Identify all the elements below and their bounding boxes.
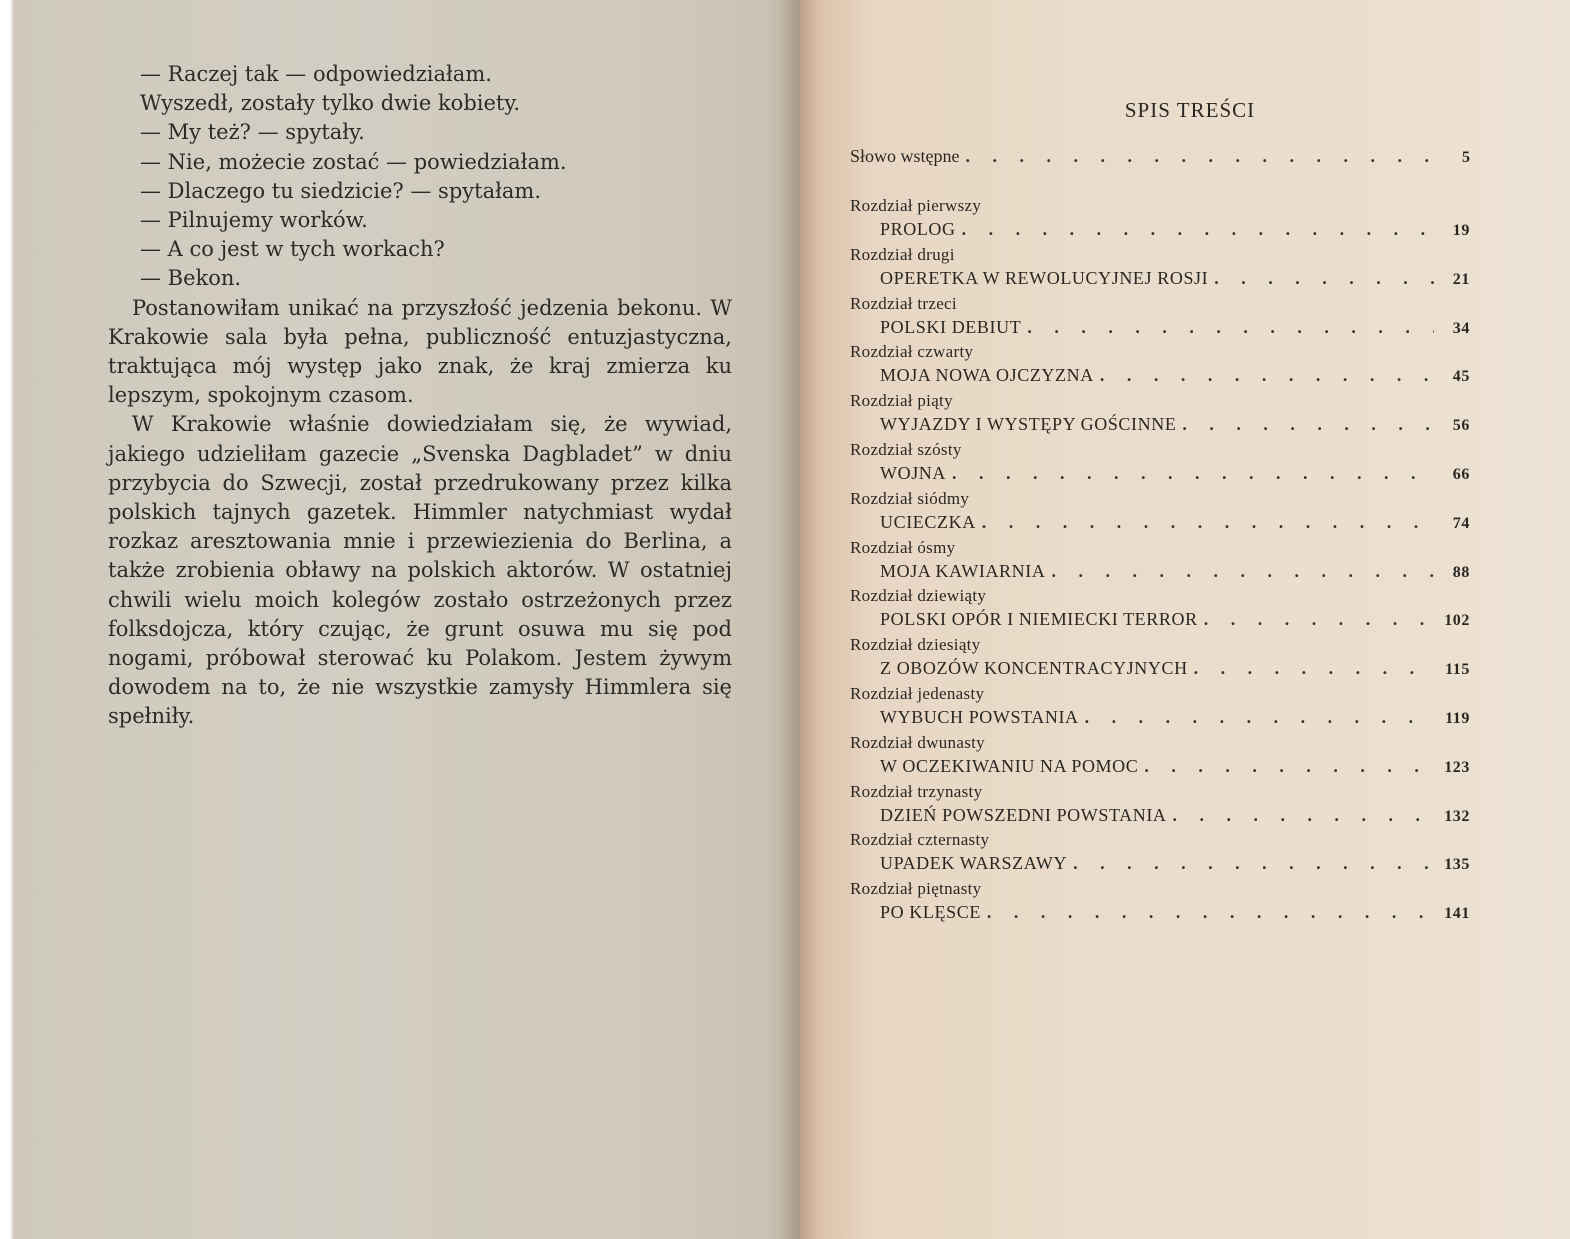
toc-chapter-label: Rozdział piąty xyxy=(850,391,953,411)
toc-page-number: 88 xyxy=(1452,563,1470,581)
toc-chapter-line xyxy=(850,705,1470,730)
toc-entry-title: PO KLĘSCE xyxy=(880,902,981,923)
toc-entry xyxy=(850,584,1470,633)
book-gutter xyxy=(780,0,820,1239)
toc-chapter-line xyxy=(850,803,1470,828)
toc-entry xyxy=(850,633,1470,682)
toc-page-number: 102 xyxy=(1444,612,1470,630)
toc-chapter-label: Rozdział piętnasty xyxy=(850,879,982,899)
dot-leader xyxy=(1085,705,1434,730)
dot-leader xyxy=(1173,803,1434,828)
toc-chapter-label: Rozdział pierwszy xyxy=(850,196,982,215)
toc-page-number: 115 xyxy=(1445,661,1470,679)
toc-page-number: 66 xyxy=(1452,465,1470,483)
toc-entry xyxy=(850,243,1470,292)
left-page-text xyxy=(108,60,732,732)
toc-entry xyxy=(850,780,1470,829)
dialogue-line: Wyszedł, zostały tylko dwie kobiety. xyxy=(140,91,521,116)
toc-title: SPIS TREŚCI xyxy=(1124,98,1256,122)
dot-leader xyxy=(1027,315,1434,340)
toc-chapter-line xyxy=(850,363,1470,388)
paragraph: W Krakowie właśnie dowiedziałam się, że wywiad, jakiego udzieliłam gazecie „Svenska Dagbladet” w dniu przybycia do Szwecji, został przedrukowany przez kilka polskich tajnych gazetek. Himmler natychmiast wydał rozkaz aresztowania mnie i przewiezienia do Berlina, a także zrobienia obławy na polskich aktorów. W ostatniej chwili wielu moich kolegów zostało ostrzeżonych przez folksdojcza, który czując, że grunt osuwa mu się pod nogami, próbował sterować ku Polakom. Jestem żywym dowodem na to, że nie wszystkie zamysły Himmlera się spełniły. xyxy=(108,412,732,729)
toc-entry-title: WYJAZDY I WYSTĘPY GOŚCINNE xyxy=(880,414,1177,435)
toc-chapter-list xyxy=(850,194,1470,926)
toc-chapter-line xyxy=(850,461,1470,486)
dot-leader xyxy=(962,217,1434,242)
toc-chapter-label: Rozdział dziesiąty xyxy=(850,635,981,655)
toc-entry xyxy=(850,292,1470,341)
toc-entry-title: UCIECZKA xyxy=(880,511,976,532)
dot-leader xyxy=(966,146,1435,167)
paragraph: Postanowiłam unikać na przyszłość jedzenia bekonu. W Krakowie sala była pełna, publiczność entuzjastyczna, traktująca mój występ jako znak, że kraj zmierza ku lepszym, spokojnym czasom. xyxy=(108,295,732,408)
toc-entry-title: MOJA KAWIARNIA xyxy=(880,560,1046,581)
toc-entry xyxy=(850,877,1470,926)
toc-page-number: 74 xyxy=(1452,514,1470,532)
dot-leader xyxy=(982,510,1434,535)
toc-chapter-label: Rozdział drugi xyxy=(850,244,955,264)
toc-page-number: 56 xyxy=(1452,417,1470,435)
toc-page-number: 141 xyxy=(1444,905,1470,923)
toc-page-number: 119 xyxy=(1445,709,1470,727)
dot-leader xyxy=(1204,607,1434,632)
toc-chapter-label: Rozdział trzeci xyxy=(850,293,957,313)
toc-entry xyxy=(850,828,1470,877)
toc-page-number: 19 xyxy=(1452,222,1470,239)
toc-entry-title: Słowo wstępne xyxy=(850,146,960,166)
toc-chapter-line xyxy=(850,559,1470,584)
toc-entry-title: POLSKI OPÓR I NIEMIECKI TERROR xyxy=(880,609,1198,630)
toc-entry xyxy=(850,340,1470,389)
table-of-contents xyxy=(850,98,1470,926)
dot-leader xyxy=(1100,363,1434,388)
toc-chapter-label: Rozdział jedenasty xyxy=(850,683,985,703)
toc-entry xyxy=(850,487,1470,536)
toc-chapter-label: Rozdział ósmy xyxy=(850,537,956,557)
toc-chapter-line xyxy=(850,656,1470,681)
toc-page-number: 34 xyxy=(1452,319,1470,337)
dot-leader xyxy=(952,461,1434,486)
toc-chapter-label: Rozdział czternasty xyxy=(850,830,990,850)
toc-entry xyxy=(850,438,1470,487)
toc-entry xyxy=(850,389,1470,438)
toc-chapter-line xyxy=(850,266,1470,291)
toc-chapter-line xyxy=(850,217,1470,242)
toc-chapter-line xyxy=(850,510,1470,535)
toc-entry-title: POLSKI DEBIUT xyxy=(880,316,1022,337)
dot-leader xyxy=(1194,656,1434,681)
toc-entry-title: OPERETKA W REWOLUCYJNEJ ROSJI xyxy=(880,267,1209,288)
dot-leader xyxy=(987,900,1434,925)
toc-page-number: 45 xyxy=(1452,368,1470,386)
dialogue-line: — Dlaczego tu siedzicie? — spytałam. xyxy=(140,178,542,203)
toc-chapter-label: Rozdział dwunasty xyxy=(850,732,985,752)
toc-intro-entry xyxy=(850,146,1470,194)
toc-entry-title: PROLOG xyxy=(880,219,956,239)
toc-entry-title: Z OBOZÓW KONCENTRACYJNYCH xyxy=(880,658,1188,679)
dialogue-line: — Raczej tak — odpowiedziałam. xyxy=(140,62,492,86)
toc-chapter-line xyxy=(850,607,1470,632)
toc-chapter-line xyxy=(850,851,1470,876)
dot-leader xyxy=(1073,851,1434,876)
toc-chapter-line xyxy=(850,900,1470,925)
toc-chapter-label: Rozdział siódmy xyxy=(850,488,970,508)
toc-chapter-label: Rozdział trzynasty xyxy=(850,781,983,801)
toc-page-number: 21 xyxy=(1452,270,1470,288)
dot-leader xyxy=(1182,412,1434,437)
toc-entry-title: WYBUCH POWSTANIA xyxy=(880,706,1079,727)
toc-entry-title: DZIEŃ POWSZEDNI POWSTANIA xyxy=(880,804,1167,825)
toc-entry-title: WOJNA xyxy=(880,462,946,483)
toc-chapter-label: Rozdział czwarty xyxy=(850,342,974,362)
dialogue-line: — My też? — spytały. xyxy=(140,120,365,145)
toc-entry-title: W OCZEKIWANIU NA POMOC xyxy=(880,755,1139,776)
toc-entry-title: MOJA NOWA OJCZYZNA xyxy=(880,365,1094,386)
toc-page-number: 135 xyxy=(1444,856,1470,874)
toc-chapter-label: Rozdział szósty xyxy=(850,439,962,459)
dialogue-line: — Pilnujemy worków. xyxy=(140,208,368,233)
dialogue-line: — Nie, możecie zostać — powiedziałam. xyxy=(140,149,567,174)
toc-page-number: 132 xyxy=(1444,807,1470,825)
toc-entry xyxy=(850,682,1470,731)
toc-entry xyxy=(850,536,1470,585)
dot-leader xyxy=(1051,559,1434,584)
toc-page-number: 5 xyxy=(1462,149,1470,166)
toc-chapter-line xyxy=(850,412,1470,437)
toc-entry xyxy=(850,194,1470,243)
toc-entry xyxy=(850,731,1470,780)
toc-chapter-line xyxy=(850,315,1470,340)
dialogue-line: — Bekon. xyxy=(140,266,242,291)
toc-entry-title: UPADEK WARSZAWY xyxy=(880,853,1068,874)
dot-leader xyxy=(1144,754,1434,779)
dialogue-line: — A co jest w tych workach? xyxy=(140,237,445,262)
dot-leader xyxy=(1214,266,1434,291)
toc-chapter-label: Rozdział dziewiąty xyxy=(850,586,987,606)
toc-page-number: 123 xyxy=(1444,758,1470,776)
toc-chapter-line xyxy=(850,754,1470,779)
